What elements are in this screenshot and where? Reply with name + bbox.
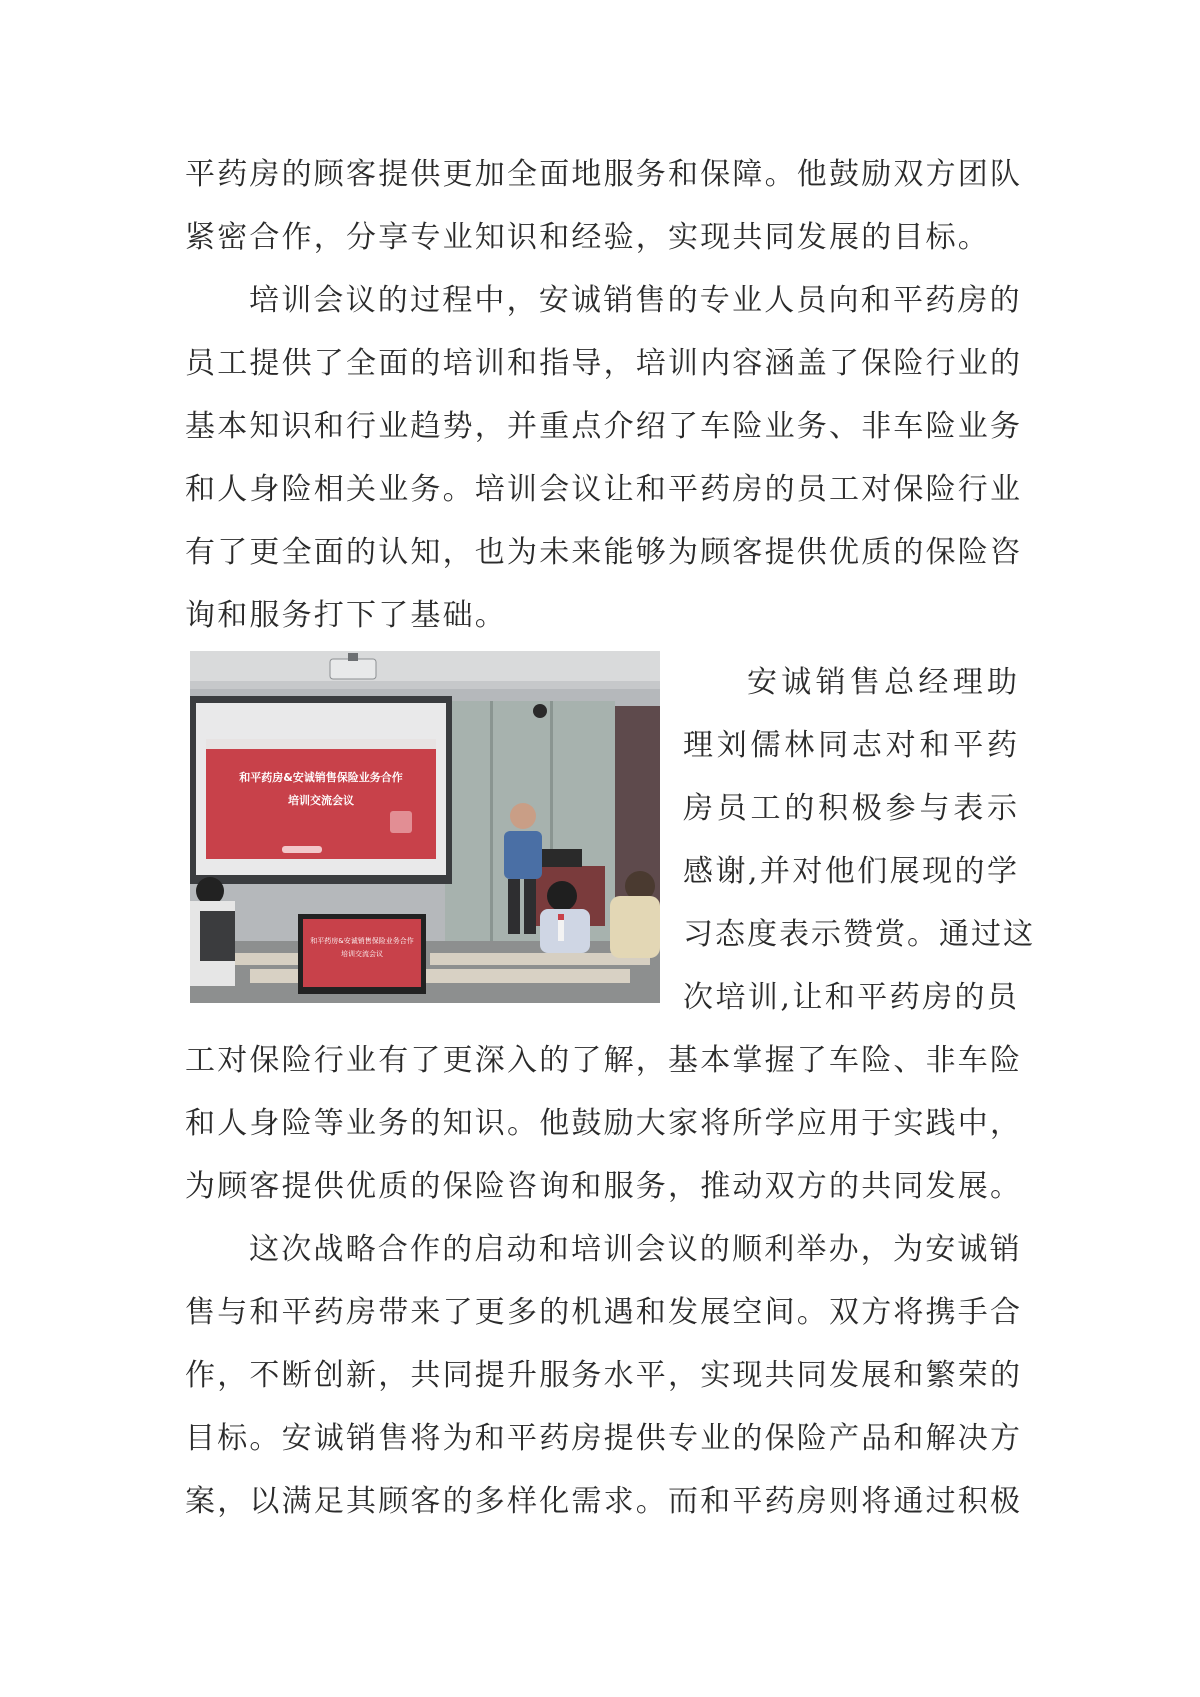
paragraph-3-side (0, 651, 1200, 1029)
text-line: 售与和平药房带来了更多的机遇和发展空间。双方将携手合 (185, 1295, 1023, 1330)
text-line: 有了更全面的认知，也为未来能够为顾客提供优质的保险咨 (185, 535, 1023, 570)
text-line: 培训会议的过程中，安诚销售的专业人员向和平药房的 (249, 283, 1022, 318)
monitor-title: 和平药房&安诚销售保险业务合作 (310, 937, 414, 945)
text-line: 次培训,让和平药房的员 (683, 980, 1019, 1015)
text-line: 作，不断创新，共同提升服务水平，实现共同发展和繁荣的 (185, 1358, 1023, 1393)
text-line: 工对保险行业有了更深入的了解，基本掌握了车险、非车险 (185, 1043, 1023, 1078)
text-line: 为顾客提供优质的保险咨询和服务，推动双方的共同发展。 (185, 1169, 1023, 1204)
slide-title: 和平药房&安诚销售保险业务合作 (239, 771, 403, 784)
text-line: 基本知识和行业趋势，并重点介绍了车险业务、非车险业务 (185, 409, 1023, 444)
text-line: 和人身险等业务的知识。他鼓励大家将所学应用于实践中， (185, 1106, 1023, 1141)
text-line: 习态度表示赞赏。通过这 (683, 917, 1035, 952)
text-line: 平药房的顾客提供更加全面地服务和保障。他鼓励双方团队 (185, 157, 1023, 192)
text-line: 询和服务打下了基础。 (185, 598, 507, 633)
text-line: 安诚销售总经理助 (747, 665, 1019, 700)
text-line: 感谢,并对他们展现的学 (683, 854, 1019, 889)
text-line: 理刘儒林同志对和平药 (683, 728, 1019, 763)
text-line: 房员工的积极参与表示 (683, 791, 1019, 826)
text-line: 员工提供了全面的培训和指导，培训内容涵盖了保险行业的 (185, 346, 1023, 381)
text-line: 紧密合作，分享专业知识和经验，实现共同发展的目标。 (185, 220, 990, 255)
text-line: 这次战略合作的启动和培训会议的顺利举办，为安诚销 (249, 1232, 1022, 1267)
slide-subtitle: 培训交流会议 (288, 794, 354, 807)
text-line: 目标。安诚销售将为和平药房提供专业的保险产品和解决方 (185, 1421, 1023, 1456)
text-line: 和人身险相关业务。培训会议让和平药房的员工对保险行业 (185, 472, 1023, 507)
text-line: 案，以满足其顾客的多样化需求。而和平药房则将通过积极 (185, 1484, 1023, 1519)
monitor-subtitle: 培训交流会议 (341, 950, 383, 958)
